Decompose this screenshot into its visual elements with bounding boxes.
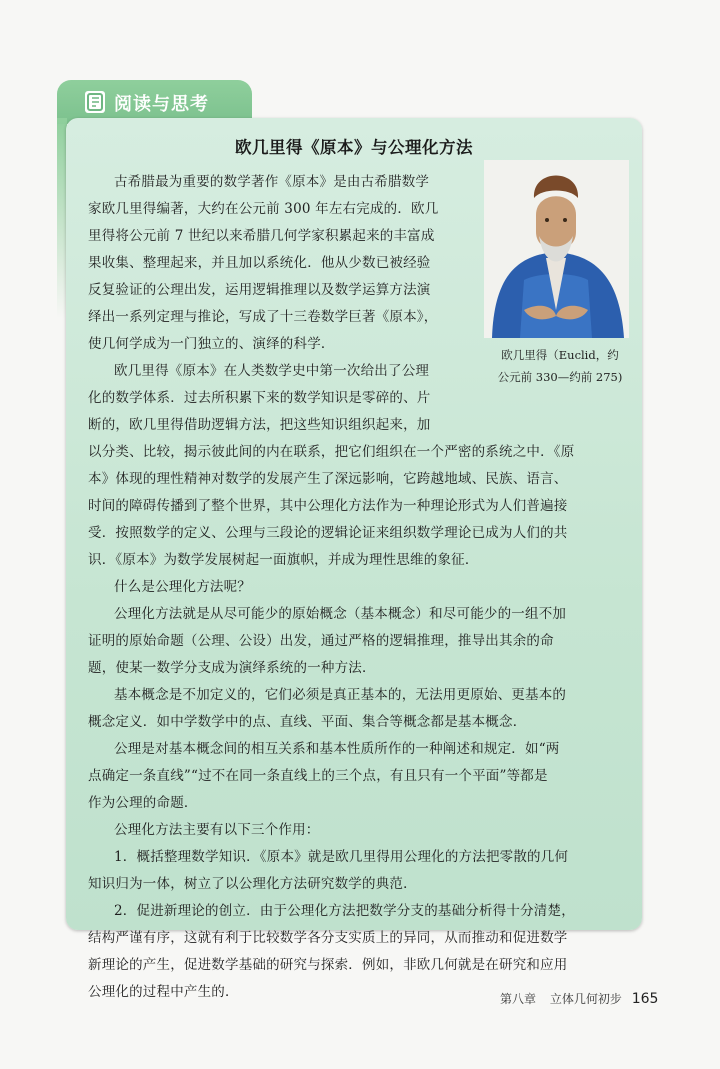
paragraph-line: 公理化的过程中产生的． — [88, 984, 239, 1000]
paragraph-line: 1．概括整理数学知识．《原本》就是欧几里得用公理化的方法把零散的几何 — [114, 849, 569, 865]
caption-line: 公元前 330—约前 275) — [497, 370, 623, 384]
paragraph-line: 反复验证的公理出发，运用逻辑推理以及数学运算方法演 — [88, 282, 431, 298]
paragraph-line: 结构严谨有序，这就有利于比较数学各分支实质上的异同，从而推动和促进数学 — [88, 930, 568, 946]
paragraph-line: 受．按照数学的定义、公理与三段论的逻辑论证来组织数学理论已成为人们的共 — [88, 525, 568, 541]
paragraph-line: 公理是对基本概念间的相互关系和基本性质所作的一种阐述和规定．如“两 — [114, 741, 560, 757]
paragraph-line: 识．《原本》为数学发展树起一面旗帜，并成为理性思维的象征． — [88, 552, 479, 568]
paragraph-line: 公理化方法就是从尽可能少的原始概念（基本概念）和尽可能少的一组不加 — [114, 606, 567, 622]
footer-chapter-title: 立体几何初步 — [549, 992, 622, 1006]
caption-line: 欧几里得（Euclid，约 — [501, 348, 619, 362]
paragraph-line: 概念定义．如中学数学中的点、直线、平面、集合等概念都是基本概念． — [88, 714, 527, 730]
paragraph-line: 绎出一系列定理与推论，写成了十三卷数学巨著《原本》， — [88, 309, 438, 325]
footer-chapter: 第八章 — [500, 992, 537, 1006]
paragraph-line: 2．促进新理论的创立．由于公理化方法把数学分支的基础分析得十分清楚， — [114, 903, 575, 919]
section-tab-title: 阅读与思考 — [114, 94, 209, 115]
paragraph-line: 里得将公元前 7 世纪以来希腊几何学家积累起来的丰富成 — [88, 228, 435, 244]
paragraph-line: 知识归为一体，树立了以公理化方法研究数学的典范． — [88, 876, 417, 892]
paragraph-line: 家欧几里得编著，大约在公元前 300 年左右完成的．欧几 — [88, 201, 439, 217]
paragraph-line: 本》体现的理性精神对数学的发展产生了深远影响，它跨越地域、民族、语言、 — [88, 471, 568, 487]
paragraph-line: 化的数学体系．过去所积累下来的数学知识是零碎的、片 — [88, 390, 431, 406]
paragraph-line: 什么是公理化方法呢？ — [114, 579, 251, 595]
paragraph-line: 果收集、整理起来，并且加以系统化．他从少数已被经验 — [88, 255, 431, 271]
portrait-caption — [480, 344, 640, 388]
paragraph-line: 点确定一条直线”“过不在同一条直线上的三个点，有且只有一个平面”等都是 — [88, 768, 548, 784]
page-number: 165 — [631, 991, 659, 1007]
article-title: 欧几里得《原本》与公理化方法 — [235, 138, 473, 157]
paragraph-line: 基本概念是不加定义的，它们必须是真正基本的，无法用更原始、更基本的 — [114, 687, 567, 703]
reading-icon — [85, 91, 105, 113]
paragraph-line: 古希腊最为重要的数学著作《原本》是由古希腊数学 — [114, 174, 430, 190]
paragraph-line: 使几何学成为一门独立的、演绎的科学． — [88, 336, 335, 352]
paragraph-line: 欧几里得《原本》在人类数学史中第一次给出了公理 — [114, 363, 430, 379]
paragraph-line: 作为公理的命题． — [88, 795, 198, 811]
page-footer — [500, 990, 658, 1007]
paragraph-line: 证明的原始命题（公理、公设）出发，通过严格的逻辑推理，推导出其余的命 — [88, 633, 554, 649]
paragraph-line: 题，使某一数学分支成为演绎系统的一种方法． — [88, 660, 376, 676]
paragraph-line: 公理化方法主要有以下三个作用： — [114, 822, 320, 838]
paragraph-line: 以分类、比较，揭示彼此间的内在联系，把它们组织在一个严密的系统之中．《原 — [88, 444, 575, 460]
euclid-portrait — [484, 160, 629, 338]
paragraph-line: 新理论的产生，促进数学基础的研究与探索．例如，非欧几何就是在研究和应用 — [88, 957, 568, 973]
paragraph-line: 时间的障碍传播到了整个世界，其中公理化方法作为一种理论形式为人们普遍接 — [88, 498, 568, 514]
paragraph-line: 断的，欧几里得借助逻辑方法，把这些知识组织起来，加 — [88, 417, 431, 433]
